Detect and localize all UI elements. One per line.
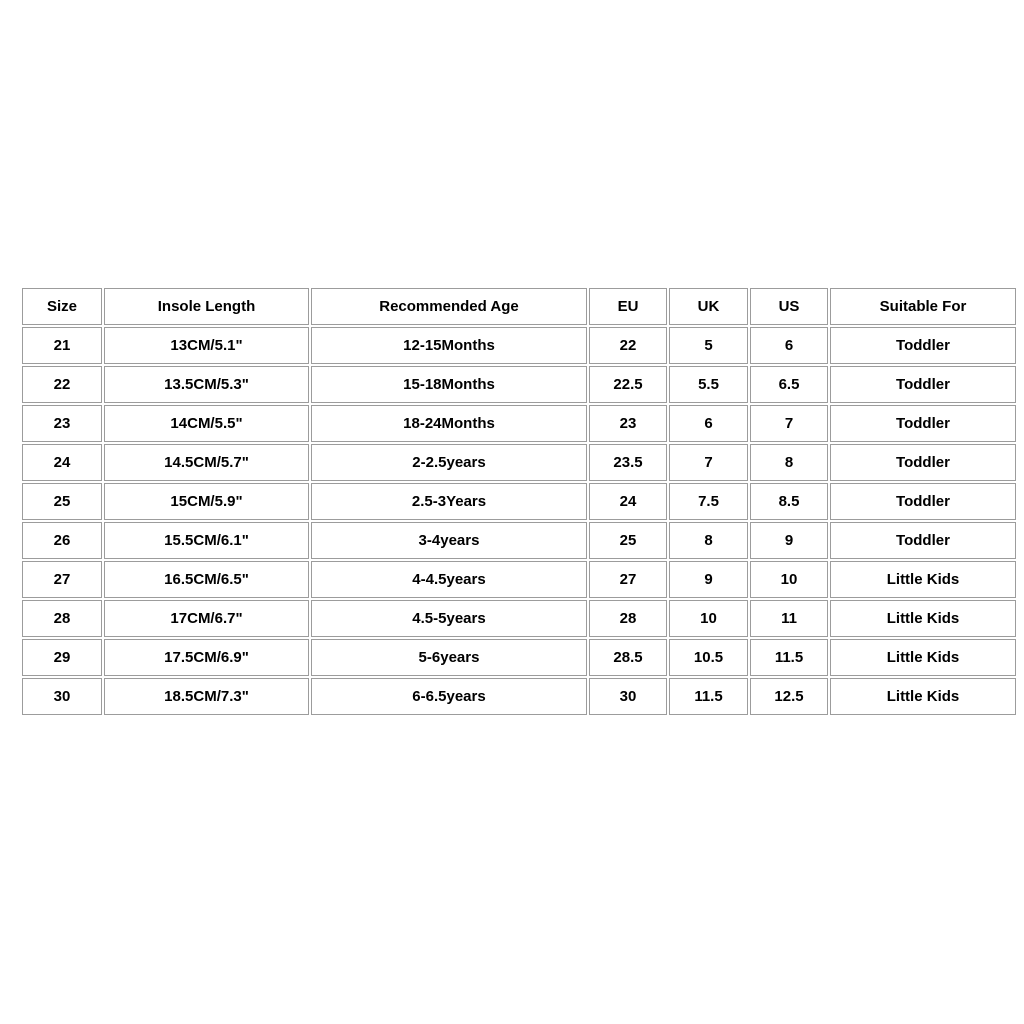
table-row xyxy=(22,561,1016,598)
table-cell-suitable-for: Toddler xyxy=(830,366,1016,403)
table-header xyxy=(22,288,1016,325)
table-cell-recommended-age: 5-6years xyxy=(311,639,587,676)
table-cell-us: 12.5 xyxy=(750,678,828,715)
table-cell-suitable-for: Little Kids xyxy=(830,678,1016,715)
table-cell-suitable-for: Little Kids xyxy=(830,561,1016,598)
column-header-uk: UK xyxy=(669,288,748,325)
table-row xyxy=(22,366,1016,403)
table-cell-recommended-age: 2.5-3Years xyxy=(311,483,587,520)
table-cell-suitable-for: Little Kids xyxy=(830,600,1016,637)
table-row xyxy=(22,327,1016,364)
table-cell-uk: 7.5 xyxy=(669,483,748,520)
table-cell-insole-length: 17CM/6.7" xyxy=(104,600,309,637)
table-cell-size: 22 xyxy=(22,366,102,403)
table-cell-eu: 24 xyxy=(589,483,667,520)
table-cell-eu: 23.5 xyxy=(589,444,667,481)
table-cell-insole-length: 15CM/5.9" xyxy=(104,483,309,520)
table-row xyxy=(22,444,1016,481)
table-row xyxy=(22,405,1016,442)
table-cell-us: 9 xyxy=(750,522,828,559)
table-cell-us: 11 xyxy=(750,600,828,637)
table-cell-us: 6 xyxy=(750,327,828,364)
table-cell-eu: 27 xyxy=(589,561,667,598)
table-cell-recommended-age: 15-18Months xyxy=(311,366,587,403)
table-cell-size: 23 xyxy=(22,405,102,442)
table-cell-size: 27 xyxy=(22,561,102,598)
table-row xyxy=(22,600,1016,637)
table-cell-recommended-age: 3-4years xyxy=(311,522,587,559)
table-cell-insole-length: 17.5CM/6.9" xyxy=(104,639,309,676)
table-cell-suitable-for: Toddler xyxy=(830,327,1016,364)
column-header-us: US xyxy=(750,288,828,325)
table-cell-insole-length: 18.5CM/7.3" xyxy=(104,678,309,715)
column-header-recommended-age: Recommended Age xyxy=(311,288,587,325)
table-cell-uk: 11.5 xyxy=(669,678,748,715)
table-cell-eu: 30 xyxy=(589,678,667,715)
table-cell-uk: 6 xyxy=(669,405,748,442)
size-chart-table xyxy=(20,286,1018,717)
table-cell-eu: 28 xyxy=(589,600,667,637)
table-cell-size: 30 xyxy=(22,678,102,715)
table-cell-size: 28 xyxy=(22,600,102,637)
table-row xyxy=(22,522,1016,559)
table-cell-size: 26 xyxy=(22,522,102,559)
header-row xyxy=(22,288,1016,325)
table-cell-suitable-for: Little Kids xyxy=(830,639,1016,676)
table-cell-recommended-age: 4-4.5years xyxy=(311,561,587,598)
table-cell-suitable-for: Toddler xyxy=(830,483,1016,520)
table-cell-recommended-age: 18-24Months xyxy=(311,405,587,442)
table-cell-eu: 25 xyxy=(589,522,667,559)
table-cell-suitable-for: Toddler xyxy=(830,405,1016,442)
table-cell-uk: 5.5 xyxy=(669,366,748,403)
column-header-suitable-for: Suitable For xyxy=(830,288,1016,325)
table-cell-eu: 22.5 xyxy=(589,366,667,403)
table-cell-suitable-for: Toddler xyxy=(830,444,1016,481)
table-cell-eu: 28.5 xyxy=(589,639,667,676)
column-header-size: Size xyxy=(22,288,102,325)
table-cell-us: 8.5 xyxy=(750,483,828,520)
table-cell-eu: 22 xyxy=(589,327,667,364)
table-row xyxy=(22,483,1016,520)
table-cell-uk: 7 xyxy=(669,444,748,481)
table-cell-recommended-age: 6-6.5years xyxy=(311,678,587,715)
table-cell-uk: 10 xyxy=(669,600,748,637)
column-header-eu: EU xyxy=(589,288,667,325)
table-cell-size: 21 xyxy=(22,327,102,364)
table-cell-us: 11.5 xyxy=(750,639,828,676)
table-cell-insole-length: 14.5CM/5.7" xyxy=(104,444,309,481)
table-cell-us: 10 xyxy=(750,561,828,598)
table-cell-us: 7 xyxy=(750,405,828,442)
table-cell-uk: 9 xyxy=(669,561,748,598)
table-cell-insole-length: 13CM/5.1" xyxy=(104,327,309,364)
table-cell-suitable-for: Toddler xyxy=(830,522,1016,559)
table-cell-eu: 23 xyxy=(589,405,667,442)
table-cell-size: 29 xyxy=(22,639,102,676)
table-cell-size: 25 xyxy=(22,483,102,520)
table-row xyxy=(22,639,1016,676)
table-cell-uk: 5 xyxy=(669,327,748,364)
table-cell-recommended-age: 2-2.5years xyxy=(311,444,587,481)
table-cell-us: 8 xyxy=(750,444,828,481)
table-cell-us: 6.5 xyxy=(750,366,828,403)
table-cell-recommended-age: 12-15Months xyxy=(311,327,587,364)
table-cell-insole-length: 14CM/5.5" xyxy=(104,405,309,442)
column-header-insole-length: Insole Length xyxy=(104,288,309,325)
table-cell-recommended-age: 4.5-5years xyxy=(311,600,587,637)
table-cell-insole-length: 16.5CM/6.5" xyxy=(104,561,309,598)
table-row xyxy=(22,678,1016,715)
table-body xyxy=(22,327,1016,715)
table-cell-uk: 8 xyxy=(669,522,748,559)
table-cell-uk: 10.5 xyxy=(669,639,748,676)
table-cell-insole-length: 15.5CM/6.1" xyxy=(104,522,309,559)
table-cell-size: 24 xyxy=(22,444,102,481)
table-cell-insole-length: 13.5CM/5.3" xyxy=(104,366,309,403)
